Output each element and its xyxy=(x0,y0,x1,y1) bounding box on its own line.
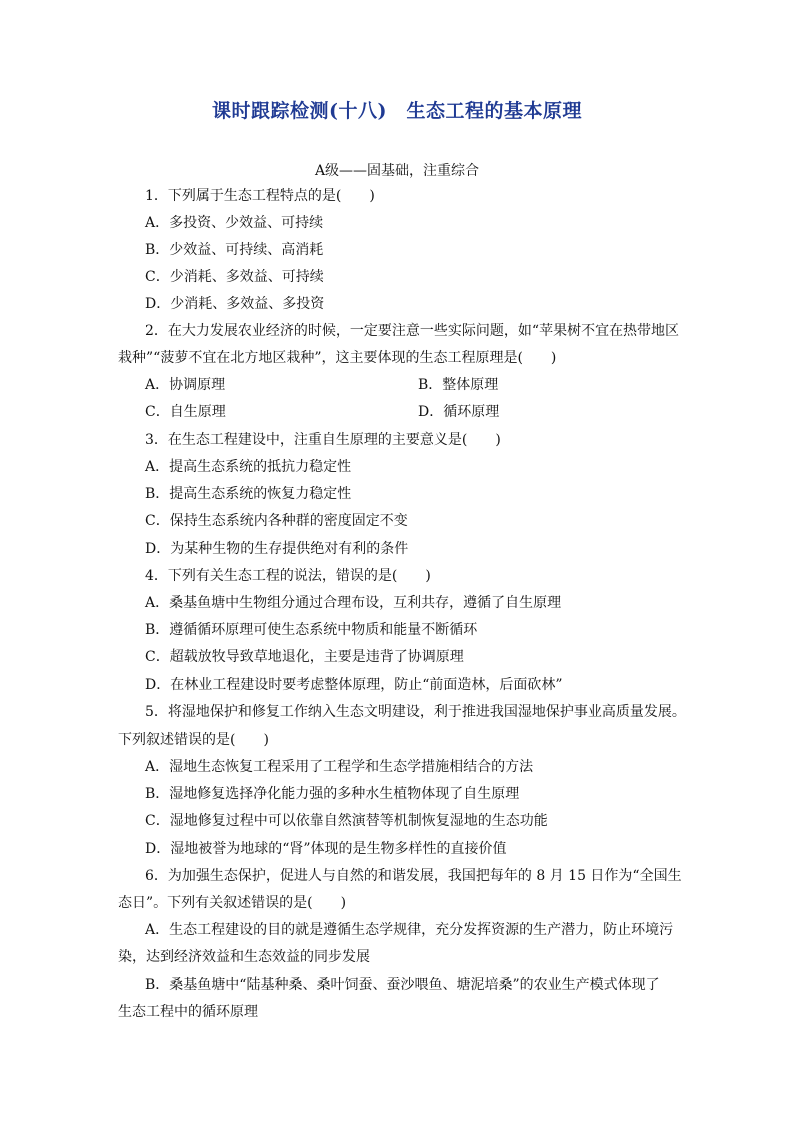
question-4-stem: 4．下列有关生态工程的说法，错误的是( ) xyxy=(145,568,431,584)
question-3-option-d: D．为某种生物的生存提供绝对有利的条件 xyxy=(145,541,409,557)
question-1-stem: 1．下列属于生态工程特点的是( ) xyxy=(145,188,375,204)
page-title: 课时跟踪检测(十八) 生态工程的基本原理 xyxy=(212,100,582,122)
question-3-option-a: A．提高生态系统的抵抗力稳定性 xyxy=(145,459,352,475)
question-6-stem-line2: 态日”。下列有关叙述错误的是( ) xyxy=(118,895,347,911)
question-1-option-a: A．多投资、少效益、可持续 xyxy=(145,215,324,231)
question-6-option-a-line2: 染，达到经济效益和生态效益的同步发展 xyxy=(118,949,370,965)
question-3-option-b: B．提高生态系统的恢复力稳定性 xyxy=(145,486,352,502)
question-2-option-b: B．整体原理 xyxy=(418,377,499,393)
question-6-stem-line1: 6．为加强生态保护，促进人与自然的和谐发展，我国把每年的 8 月 15 日作为“全国生 xyxy=(145,868,682,884)
question-4-option-b: B．遵循循环原理可使生态系统中物质和能量不断循环 xyxy=(145,622,478,638)
question-1-option-c: C．少消耗、多效益、可持续 xyxy=(145,269,324,285)
question-5-option-c: C．湿地修复过程中可以依靠自然演替等机制恢复湿地的生态功能 xyxy=(145,813,548,829)
question-6-option-b-line1: B．桑基鱼塘中“陆基种桑、桑叶饲蚕、蚕沙喂鱼、塘泥培桑”的农业生产模式体现了 xyxy=(145,977,660,993)
question-4-option-c: C．超载放牧导致草地退化，主要是违背了协调原理 xyxy=(145,649,464,665)
question-3-stem: 3．在生态工程建设中，注重自生原理的主要意义是( ) xyxy=(145,432,501,448)
question-2-option-a: A．协调原理 xyxy=(145,377,226,393)
question-6-option-a-line1: A．生态工程建设的目的就是遵循生态学规律，充分发挥资源的生产潜力，防止环境污 xyxy=(145,922,674,938)
question-3-option-c: C．保持生态系统内各种群的密度固定不变 xyxy=(145,513,408,529)
question-2-option-c: C．自生原理 xyxy=(145,404,226,420)
section-heading: A级——固基础，注重综合 xyxy=(314,163,480,179)
question-5-stem-line1: 5．将湿地保护和修复工作纳入生态文明建设，利于推进我国湿地保护事业高质量发展。 xyxy=(145,704,686,720)
question-1-option-d: D．少消耗、多效益、多投资 xyxy=(145,296,325,312)
question-5-option-b: B．湿地修复选择净化能力强的多种水生植物体现了自生原理 xyxy=(145,786,520,802)
question-2-option-d: D．循环原理 xyxy=(418,404,500,420)
question-5-stem-line2: 下列叙述错误的是( ) xyxy=(118,732,269,748)
question-5-option-a: A．湿地生态恢复工程采用了工程学和生态学措施相结合的方法 xyxy=(145,759,534,775)
question-4-option-d: D．在林业工程建设时要考虑整体原理，防止“前面造林，后面砍林” xyxy=(145,677,563,693)
question-2-stem-line2: 栽种”“菠萝不宜在北方地区栽种”，这主要体现的生态工程原理是( ) xyxy=(118,350,557,366)
question-4-option-a: A．桑基鱼塘中生物组分通过合理布设，互利共存，遵循了自生原理 xyxy=(145,595,562,611)
question-1-option-b: B．少效益、可持续、高消耗 xyxy=(145,242,324,258)
question-5-option-d: D．湿地被誉为地球的“肾”体现的是生物多样性的直接价值 xyxy=(145,841,507,857)
question-6-option-b-line2: 生态工程中的循环原理 xyxy=(118,1004,258,1020)
question-2-stem-line1: 2．在大力发展农业经济的时候，一定要注意一些实际问题，如“苹果树不宜在热带地区 xyxy=(145,323,680,339)
